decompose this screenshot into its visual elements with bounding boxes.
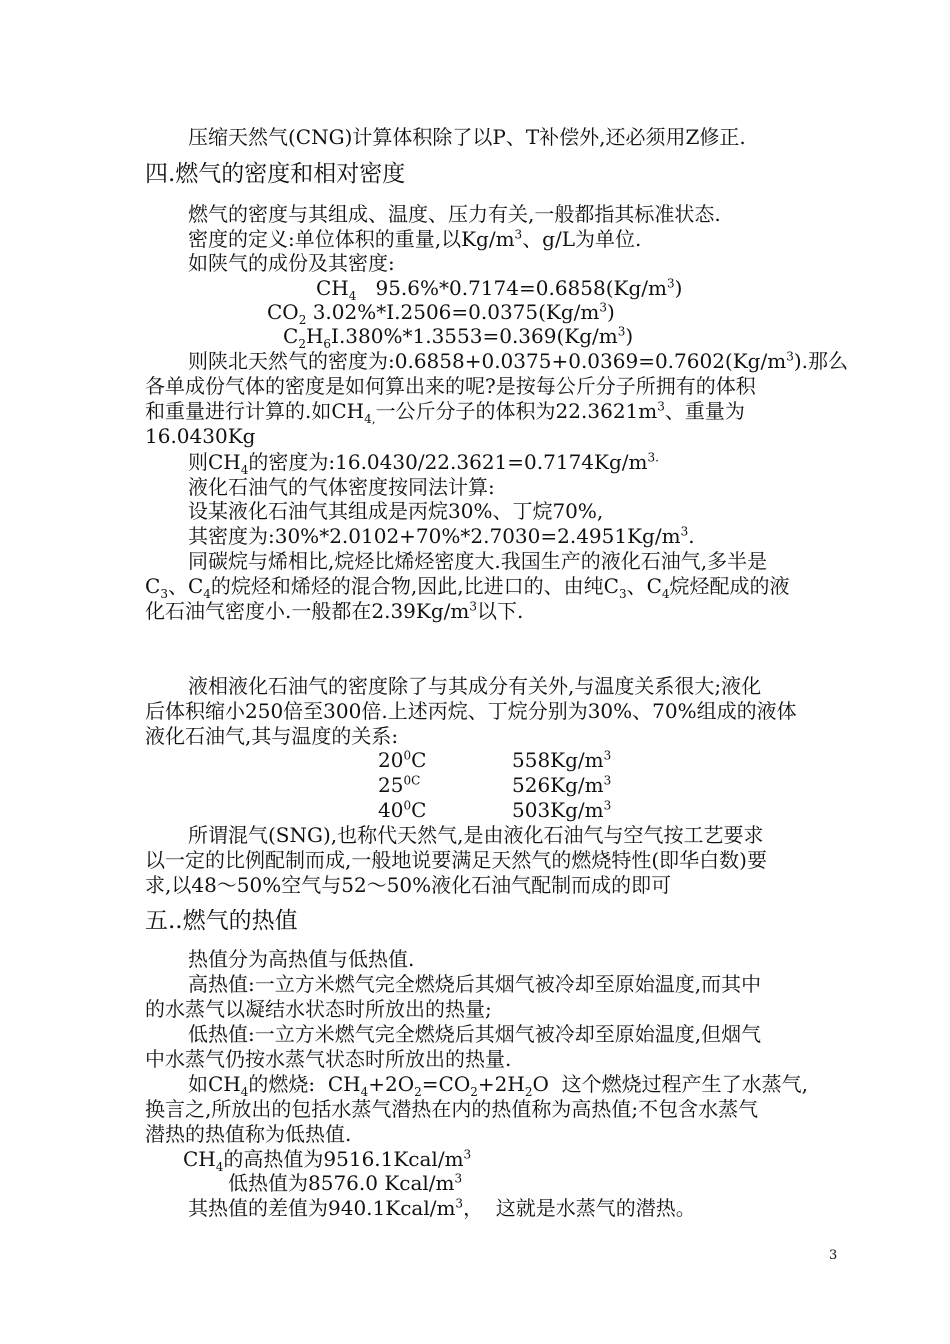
page-number: 3 bbox=[829, 1248, 838, 1263]
table-cell-temperature: $40^0C$ bbox=[378, 798, 427, 822]
paragraph-line: 压缩天然气(CNG)计算体积除了以P、T补偿外,还必须用Z修正. bbox=[188, 125, 746, 149]
section-heading-5: 五..燃气的热值 bbox=[145, 908, 298, 934]
table-cell-density: $503Kg/m^3$ bbox=[512, 798, 612, 822]
paragraph-line: $CH_4$的高热值为$9516.1Kcal/m^3$ bbox=[183, 1147, 472, 1174]
paragraph-line: 液化石油气的气体密度按同法计算: bbox=[188, 475, 495, 499]
paragraph-line: 其密度为$:30\%*2.0102+70\%*2.7030=2.4951Kg/m^3$. bbox=[188, 524, 695, 548]
formula-co2: $CO_2$ $3.02\%*I.2506=0.0375(Kg/m^3)$ bbox=[267, 300, 615, 327]
paragraph-line: 16.0430Kg bbox=[145, 424, 256, 448]
paragraph-line: 如$CH_4$的燃烧: $CH_4+2O_2=CO_2+2H_2O$ 这个燃烧过程产生了水蒸气, bbox=[188, 1072, 808, 1099]
paragraph-line: 低热值:一立方米燃气完全燃烧后其烟气被冷却至原始温度,但烟气 bbox=[188, 1022, 762, 1046]
section-heading-4: 四.燃气的密度和相对密度 bbox=[145, 161, 406, 187]
paragraph-line: 各单成份气体的密度是如何算出来的呢?是按每公斤分子所拥有的体积 bbox=[145, 374, 756, 398]
paragraph-line: 高热值:一立方米燃气完全燃烧后其烟气被冷却至原始温度,而其中 bbox=[188, 972, 762, 996]
paragraph-line: 则陕北天然气的密度为$:0.6858+0.0375+0.0369=0.7602(Kg/m^3)$.那么 bbox=[188, 349, 848, 373]
paragraph-line: 的水蒸气以凝结水状态时所放出的热量; bbox=[145, 997, 492, 1021]
paragraph-line: 液化石油气,其与温度的关系: bbox=[145, 724, 399, 748]
paragraph-line: 热值分为高热值与低热值. bbox=[188, 947, 415, 971]
paragraph-line: 化石油气密度小.一般都在$2.39Kg/m^3$以下. bbox=[145, 599, 524, 623]
paragraph-line: 密度的定义:单位体积的重量,以$Kg/m^3$、g/L为单位. bbox=[188, 227, 642, 251]
paragraph-line: 同碳烷与烯相比,烷烃比烯烃密度大.我国生产的液化石油气,多半是 bbox=[188, 549, 768, 573]
table-cell-density: $558Kg/m^3$ bbox=[512, 748, 612, 772]
paragraph-line: 以一定的比例配制而成,一般地说要满足天然气的燃烧特性(即华白数)要 bbox=[145, 848, 767, 872]
paragraph-line: 则$CH_4$的密度为$:16.0430/22.3621=0.7174Kg/m^{3.}$ bbox=[188, 450, 659, 477]
formula-c2h6: $C_2H_6I.380\%*1.3553=0.369(Kg/m^3)$ bbox=[283, 324, 634, 351]
paragraph-line: $C_3$、$C_4$的烷烃和烯烃的混合物,因此,比进口的、由纯$C_3$、$C_4$烷烃配成的液 bbox=[145, 574, 790, 601]
formula-ch4: $CH_4$ $95.6\%*0.7174=0.6858(Kg/m^3)$ bbox=[316, 276, 683, 303]
paragraph-line: 其热值的差值为$940.1Kcal/m^3$， 这就是水蒸气的潜热。 bbox=[188, 1196, 696, 1220]
table-cell-density: $526Kg/m^3$ bbox=[512, 773, 612, 797]
paragraph-line: 燃气的密度与其组成、温度、压力有关,一般都指其标准状态. bbox=[188, 202, 721, 226]
paragraph-line: 后体积缩小250倍至300倍.上述丙烷、丁烷分别为30%、70%组成的液体 bbox=[145, 699, 797, 723]
paragraph-line: 低热值为8576.0 Kcal/$m^3$ bbox=[228, 1171, 463, 1195]
paragraph-line: 潜热的热值称为低热值. bbox=[145, 1122, 352, 1146]
table-cell-temperature: $20^0C$ bbox=[378, 748, 427, 772]
paragraph-line: 和重量进行计算的.如$CH_{4,}$一公斤分子的体积为$22.3621m^3$、重量为 bbox=[145, 399, 745, 426]
table-cell-temperature: $25^{0C}$ bbox=[378, 773, 421, 797]
paragraph-line: 中水蒸气仍按水蒸气状态时所放出的热量. bbox=[145, 1047, 512, 1071]
paragraph-line: 如陕气的成份及其密度: bbox=[188, 251, 395, 275]
paragraph-line: 所谓混气(SNG),也称代天然气,是由液化石油气与空气按工艺要求 bbox=[188, 823, 764, 847]
paragraph-line: 求,以48～50%空气与52～50%液化石油气配制而成的即可 bbox=[145, 873, 672, 897]
paragraph-line: 设某液化石油气其组成是丙烷30%、丁烷70%, bbox=[188, 499, 604, 523]
paragraph-line: 液相液化石油气的密度除了与其成分有关外,与温度关系很大;液化 bbox=[188, 674, 762, 698]
paragraph-line: 换言之,所放出的包括水蒸气潜热在内的热值称为高热值;不包含水蒸气 bbox=[145, 1097, 759, 1121]
